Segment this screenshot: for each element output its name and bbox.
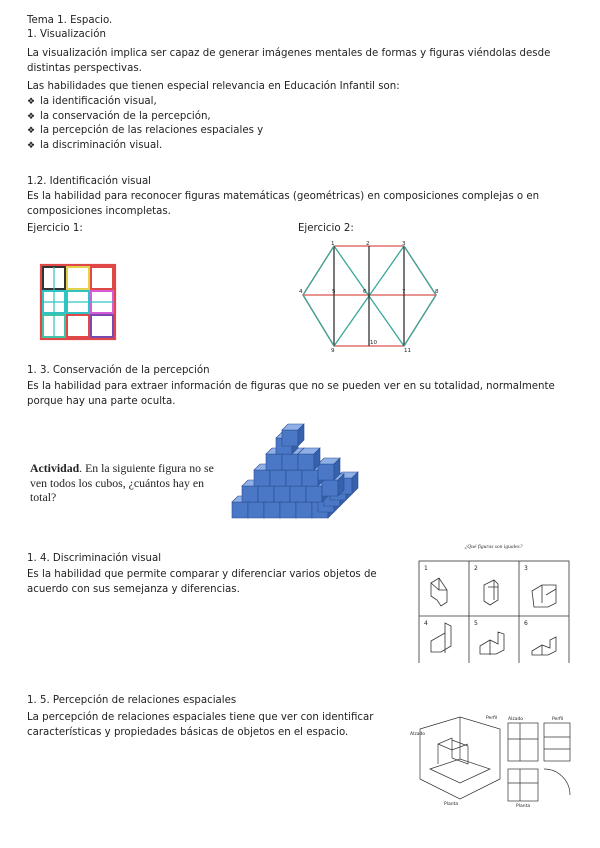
svg-text:2: 2 <box>474 565 478 572</box>
section-1-heading: 1. Visualización <box>27 29 106 40</box>
spatial-views-figure <box>408 709 573 809</box>
svg-text:Alzado: Alzado <box>508 717 524 722</box>
svg-text:5: 5 <box>332 289 336 295</box>
svg-text:8: 8 <box>435 289 439 295</box>
svg-text:2: 2 <box>366 241 370 247</box>
same-figures-panel <box>416 541 571 665</box>
section-12-paragraph: Es la habilidad para reconocer figuras matemáticas (geométricas) en composiciones complejas o en composiciones incompletas. <box>27 191 540 217</box>
same-figures-title: ¿Qué figuras son iguales? <box>464 544 523 550</box>
diamond-bullet-icon: ❖ <box>27 140 36 151</box>
svg-text:9: 9 <box>331 348 335 354</box>
svg-text:4: 4 <box>424 620 428 627</box>
svg-text:6: 6 <box>363 289 367 295</box>
exercise-1-label: Ejercicio 1: <box>27 223 83 234</box>
exercise-2-label: Ejercicio 2: <box>298 223 354 234</box>
svg-text:Planta: Planta <box>444 802 459 807</box>
svg-text:Perfil: Perfil <box>486 716 498 721</box>
list-item: ❖ la discriminación visual. <box>27 139 263 154</box>
activity-question <box>30 461 225 505</box>
section-15-heading: 1. 5. Percepción de relaciones espaciales <box>27 695 237 706</box>
svg-text:7: 7 <box>402 289 406 295</box>
diamond-bullet-icon: ❖ <box>27 111 36 122</box>
section-15-paragraph: La percepción de relaciones espaciales tiene que ver con identificar características y propiedades básicas de objetos en el espacio. <box>27 712 374 738</box>
section-14-heading: 1. 4. Discriminación visual <box>27 553 162 564</box>
diamond-bullet-icon: ❖ <box>27 97 36 107</box>
svg-text:Alzado: Alzado <box>410 732 426 737</box>
svg-text:Perfil: Perfil <box>552 717 564 722</box>
activity-text: . En la siguiente figura no se ven todos los cubos, ¿cuántos hay en total? <box>30 461 214 505</box>
hexagon-figure <box>298 238 442 356</box>
list-item: ❖ la conservación de la percepción, <box>27 110 263 125</box>
section-12-heading: 1.2. Identificación visual <box>27 176 152 187</box>
same-figures-grid <box>416 553 571 663</box>
svg-text:4: 4 <box>299 289 303 295</box>
svg-text:Planta: Planta <box>516 804 531 809</box>
section-13-heading: 1. 3. Conservación de la percepción <box>27 365 210 376</box>
skills-list <box>27 95 263 153</box>
svg-text:3: 3 <box>524 565 528 572</box>
cube-pyramid-figure <box>228 418 363 522</box>
section-13-paragraph: Es la habilidad para extraer información de figuras que no se pueden ver en su totalidad, normalmente porque hay una parte oculta. <box>27 381 555 407</box>
svg-text:1: 1 <box>424 565 428 572</box>
tema-title: Tema 1. Espacio. <box>27 15 113 26</box>
activity-label: Actividad <box>30 461 80 475</box>
svg-text:3: 3 <box>402 241 406 247</box>
svg-text:1: 1 <box>331 241 335 247</box>
section-14-paragraph: Es la habilidad que permite comparar y diferenciar varios objetos de acuerdo con sus semejanza y diferencias. <box>27 569 377 595</box>
list-item: ❖ la identificación visual, <box>27 95 263 110</box>
svg-text:10: 10 <box>370 340 377 346</box>
colored-grid-figure <box>38 262 118 342</box>
svg-text:6: 6 <box>524 620 528 627</box>
list-item: ❖ la percepción de las relaciones espaciales y <box>27 124 263 139</box>
diamond-bullet-icon: ❖ <box>27 126 36 137</box>
svg-text:5: 5 <box>474 620 478 627</box>
section-1-paragraph: La visualización implica ser capaz de generar imágenes mentales de formas y figuras viéndolas desde distintas perspectivas. <box>27 48 551 74</box>
svg-text:11: 11 <box>404 348 411 354</box>
section-1-intro: Las habilidades que tienen especial relevancia en Educación Infantil son: <box>27 81 400 92</box>
